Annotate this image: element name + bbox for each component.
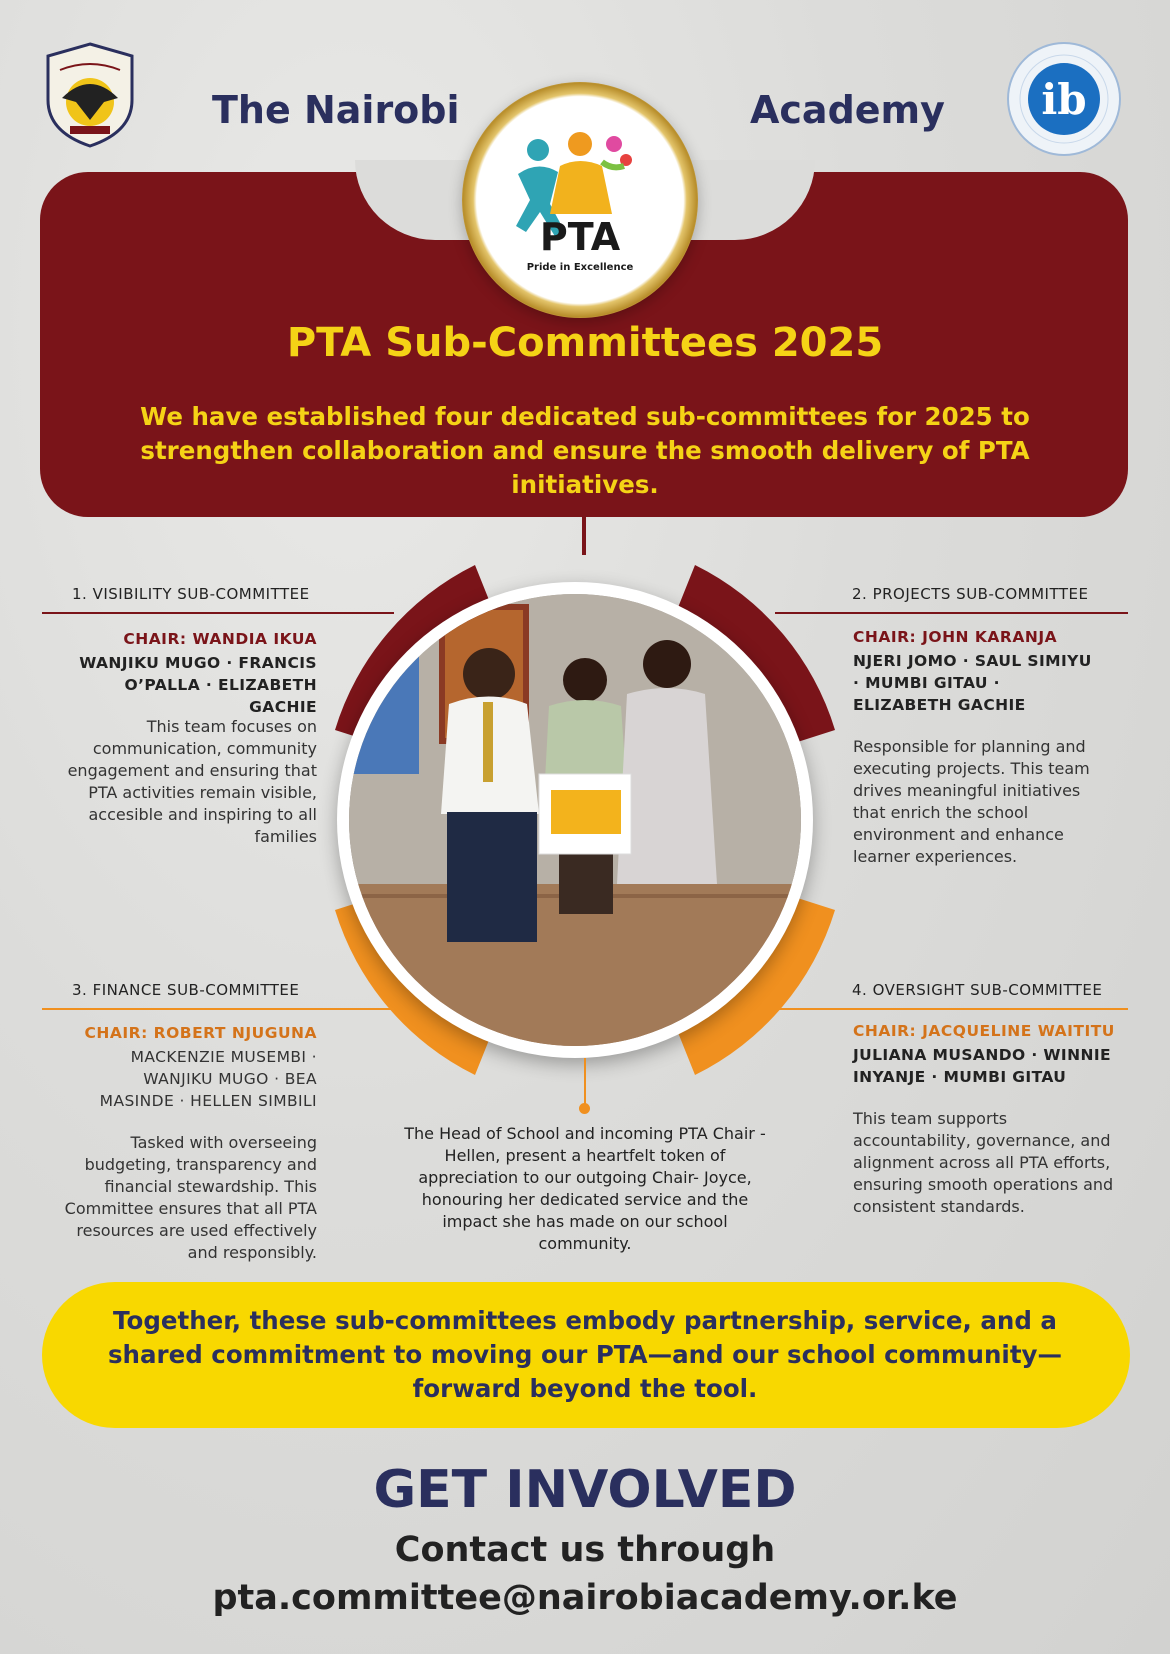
get-involved-heading: GET INVOLVED [373, 1460, 797, 1520]
committee-3-description: Tasked with overseeing budgeting, transparency and financial stewardship. This Committee ensures that all PTA resources are used effectively and responsibly. [64, 1133, 317, 1262]
committee-4-description: This team supports accountability, governance, and alignment across all PTA efforts, ensuring smooth operations and consistent standards. [853, 1109, 1114, 1216]
committee-2-chair: CHAIR: JOHN KARANJA [853, 628, 1058, 646]
committee-3-rule [42, 1008, 394, 1010]
caption-connector [584, 1058, 586, 1106]
committee-2-rule [775, 612, 1128, 614]
banner-subtitle: We have established four dedicated sub-committees for 2025 to strengthen collaboration and ensure the smooth delivery of PTA initiatives. [140, 402, 1030, 499]
committee-4-members: JULIANA MUSANDO · WINNIE INYANJE · MUMBI GITAU [853, 1046, 1111, 1086]
committee-1-title: 1. VISIBILITY SUB-COMMITTEE [72, 585, 310, 603]
pta-logo-tagline: Pride in Excellence [526, 262, 634, 273]
photo-caption: The Head of School and incoming PTA Chair - Hellen, present a heartfelt token of appreciation to our outgoing Chair- Joyce, honouring her dedicated service and the impact she has made on our school community. [404, 1124, 766, 1253]
contact-line: Contact us through [394, 1530, 776, 1570]
school-crest [40, 40, 140, 150]
committee-1-rule [42, 612, 394, 614]
committee-1-members: WANJIKU MUGO · FRANCIS O’PALLA · ELIZABETH GACHIE [79, 654, 317, 716]
committee-1-chair: CHAIR: WANDIA IKUA [123, 630, 317, 648]
ceremony-photo [349, 594, 801, 1046]
pta-logo-label: PTA [539, 215, 621, 259]
committee-1-description: This team focuses on communication, community engagement and ensuring that PTA activities remain visible, accesible and inspiring to all families [67, 717, 317, 846]
header-right-word: Academy [750, 88, 945, 132]
committee-4-title: 4. OVERSIGHT SUB-COMMITTEE [852, 981, 1103, 999]
header-left-word: The Nairobi [212, 88, 460, 132]
committee-3-members: MACKENZIE MUSEMBI · WANJIKU MUGO · BEA MASINDE · HELLEN SIMBILI [99, 1048, 317, 1110]
committee-3-title: 3. FINANCE SUB-COMMITTEE [72, 981, 300, 999]
committee-4-chair: CHAIR: JACQUELINE WAITITU [853, 1022, 1115, 1040]
caption-dot [579, 1103, 590, 1114]
committee-2-members: NJERI JOMO · SAUL SIMIYU · MUMBI GITAU · ELIZABETH GACHIE [853, 652, 1092, 714]
closing-text: Together, these sub-committees embody partnership, service, and a shared commitment to moving our PTA—and our school community—forward beyond the tool. [107, 1306, 1063, 1403]
committee-3-chair: CHAIR: ROBERT NJUGUNA [84, 1024, 317, 1042]
pta-logo [462, 82, 698, 318]
contact-email-link[interactable]: pta.committee@nairobiacademy.or.ke [212, 1578, 958, 1618]
banner-title: PTA Sub-Committees 2025 [286, 320, 884, 366]
ib-logo-text: ib [1041, 75, 1087, 124]
ib-logo [1005, 40, 1123, 158]
committee-2-title: 2. PROJECTS SUB-COMMITTEE [852, 585, 1089, 603]
committee-2-description: Responsible for planning and executing projects. This team drives meaningful initiatives that enrich the school environment and enhance learner experiences. [853, 737, 1090, 866]
committee-4-rule [775, 1008, 1128, 1010]
